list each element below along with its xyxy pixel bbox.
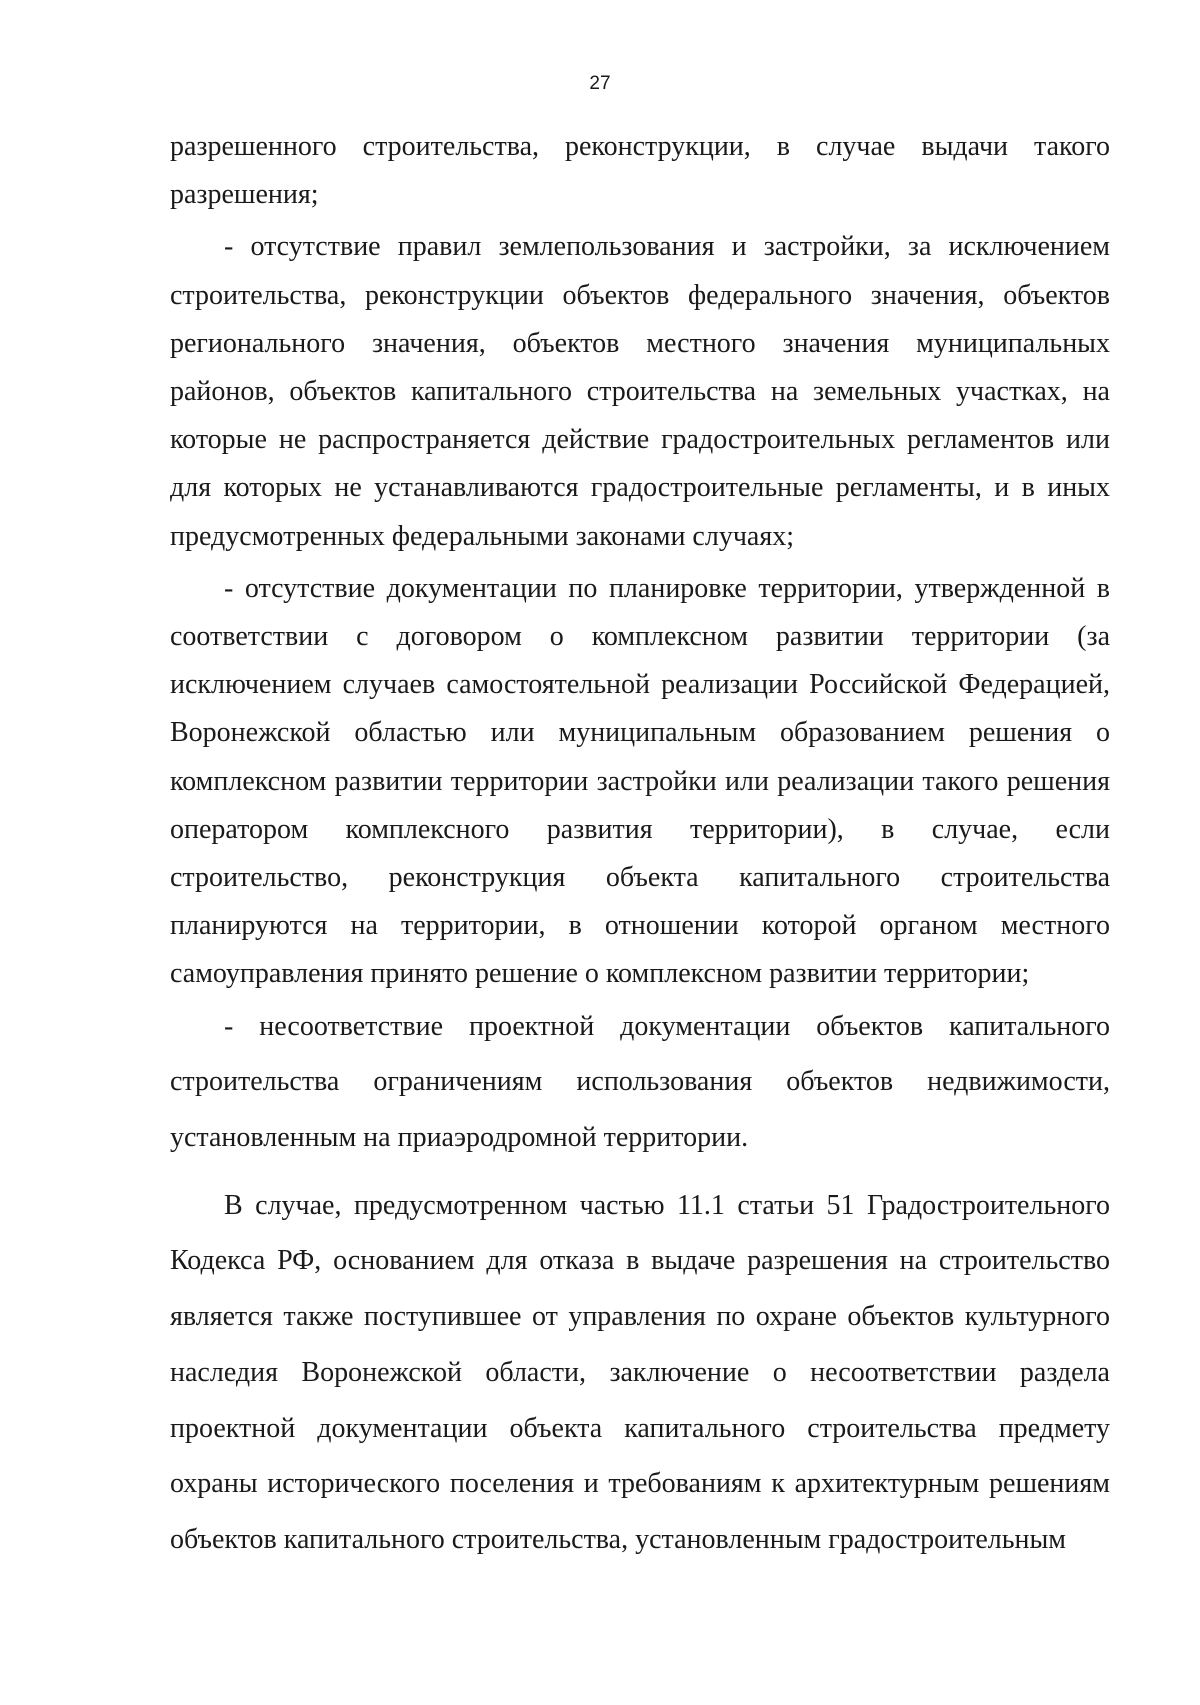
paragraph-no-planning-documentation: - отсутствие документации по планировке территории, утвержденной в соответствии с договором о комплексном развитии территории (за исключением случаев самостоятельной реализации Российской Федерацией, Воронежской областью или муниципальным образованием решения о комплексном развитии территории застройки или реализации такого решения оператором комплексного развития территории), в случае, если строительство, реконструкция объекта капитального строительства планируются на территории, в отношении которой органом местного самоуправления принято решение о комплексном развитии территории; <box>170 572 1110 990</box>
paragraph-cultural-heritage: В случае, предусмотренном частью 11.1 статьи 51 Градостроительного Кодекса РФ, основанием для отказа в выдаче разрешения на строительство является также поступившее от управления по охране объектов культурного наследия Воронежской области, заключение о несоответствии раздела проектной документации объекта капитального строительства предмету охраны исторического поселения и требованиям к архитектурным решениям объектов капитального строительства, установленным градостроительным <box>170 1189 1110 1555</box>
document-body <box>170 123 1110 1568</box>
paragraph-continuation: разрешенного строительства, реконструкции, в случае выдачи такого разрешения; <box>170 131 1110 211</box>
page-number: 27 <box>589 73 611 94</box>
paragraph-airfield-restrictions: - несоответствие проектной документации объектов капитального строительства ограничениям использования объектов недвижимости, установленным на приаэродромной территории. <box>170 1010 1110 1154</box>
paragraph-no-land-use-rules: - отсутствие правил землепользования и застройки, за исключением строительства, реконструкции объектов федерального значения, объектов регионального значения, объектов местного значения муниципальных районов, объектов капитального строительства на земельных участках, на которые не распространяется действие градостроительных регламентов или для которых не устанавливаются градостроительные регламенты, и в иных предусмотренных федеральными законами случаях; <box>170 231 1110 552</box>
